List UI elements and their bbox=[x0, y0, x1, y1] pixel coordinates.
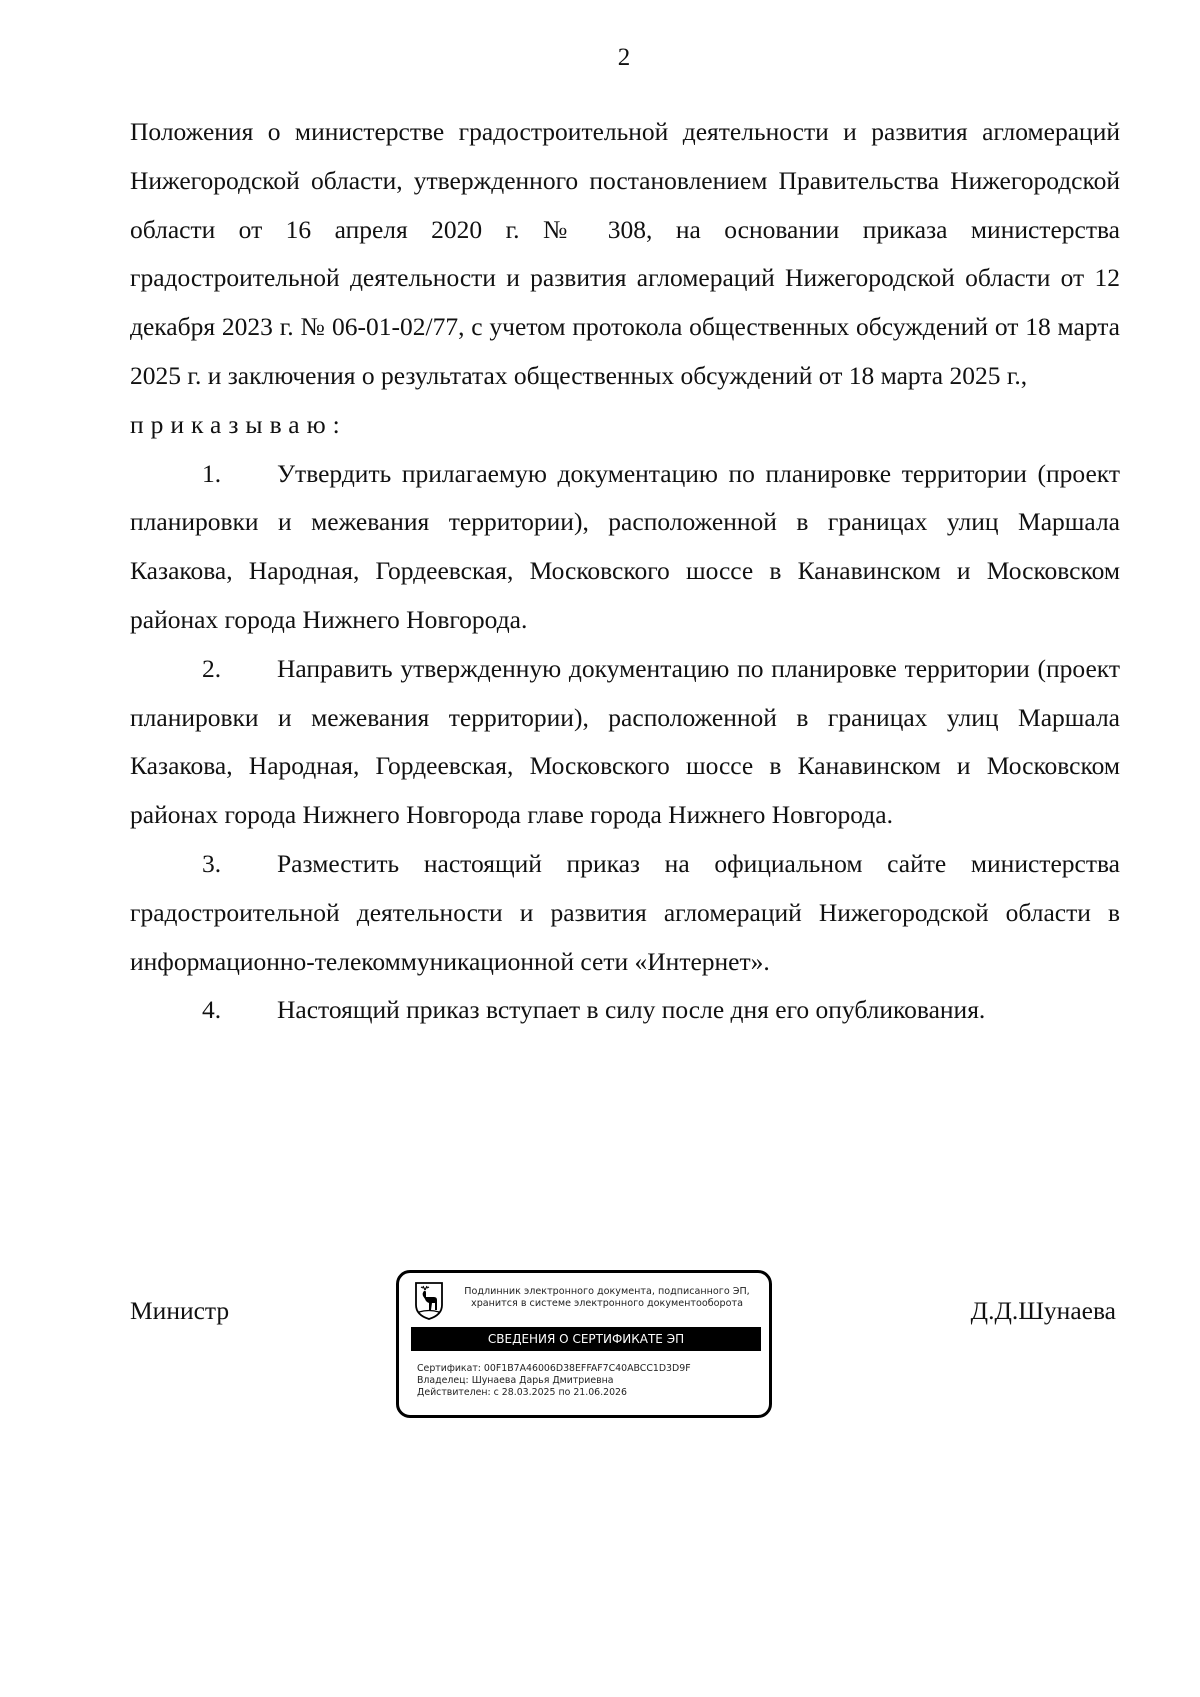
signature-block bbox=[0, 1270, 1200, 1420]
signatory-name: Д.Д.Шунаева bbox=[970, 1296, 1116, 1325]
page-number: 2 bbox=[617, 44, 631, 71]
order-item-text: Разместить настоящий приказ на официальном сайте министерства градостроительной деятельности и развития агломераций Нижегородской области в информационно-телекоммуникационной сети «Интернет». bbox=[130, 848, 1120, 976]
coat-of-arms-deer-icon bbox=[413, 1281, 445, 1321]
order-item-1 bbox=[130, 450, 1120, 645]
order-item-number: 4. bbox=[202, 995, 222, 1025]
document-body bbox=[130, 108, 1120, 1035]
e-signature-stamp bbox=[396, 1270, 772, 1418]
stamp-note-line: Подлинник электронного документа, подписанного ЭП, bbox=[464, 1286, 750, 1297]
order-item-number: 3. bbox=[202, 848, 222, 878]
stamp-certificate-header: СВЕДЕНИЯ О СЕРТИФИКАТЕ ЭП bbox=[411, 1327, 761, 1351]
order-item-2 bbox=[130, 645, 1120, 840]
order-item-number: 2. bbox=[202, 653, 222, 683]
order-item-text: Настоящий приказ вступает в силу после дня его опубликования. bbox=[277, 995, 986, 1025]
stamp-certificate-details bbox=[417, 1363, 765, 1399]
order-item-4 bbox=[130, 986, 1120, 1035]
order-word: приказываю: bbox=[130, 409, 347, 439]
order-item-3 bbox=[130, 840, 1120, 986]
certificate-number: Сертификат: 00F1B7A46006D38EFFAF7C40ABCC1D3D9F bbox=[417, 1363, 691, 1374]
order-item-text: Утвердить прилагаемую документацию по планировке территории (проект планировки и межевания территории), расположенной в границах улиц Маршала Казакова, Народная, Гордеевская, Московского шоссе в Канавинском и Московском районах города Нижнего Новгорода. bbox=[130, 458, 1120, 634]
stamp-note-line: хранится в системе электронного документооборота bbox=[471, 1298, 743, 1309]
stamp-note bbox=[449, 1286, 765, 1310]
certificate-validity: Действителен: с 28.03.2025 по 21.06.2026 bbox=[417, 1387, 627, 1398]
signatory-position: Министр bbox=[130, 1296, 230, 1325]
certificate-owner: Владелец: Шунаева Дарья Дмитриевна bbox=[417, 1375, 614, 1386]
order-item-number: 1. bbox=[202, 458, 222, 488]
order-item-text: Направить утвержденную документацию по планировке территории (проект планировки и межевания территории), расположенной в границах улиц Маршала Казакова, Народная, Гордеевская, Московского шоссе в Канавинском и Московском районах города Нижнего Новгорода главе города Нижнего Новгорода. bbox=[130, 653, 1120, 830]
preamble-paragraph: Положения о министерстве градостроительной деятельности и развития агломераций Нижегородской области, утвержденного постановлением Правительства Нижегородской области от 16 апреля 2020 г. № 308, на основании приказа министерства градостроительной деятельности и развития агломераций Нижегородской области от 12 декабря 2023 г. № 06-01-02/77, с учетом протокола общественных обсуждений от 18 марта 2025 г. и заключения о результатах общественных обсуждений от 18 марта 2025 г., bbox=[130, 117, 1120, 390]
